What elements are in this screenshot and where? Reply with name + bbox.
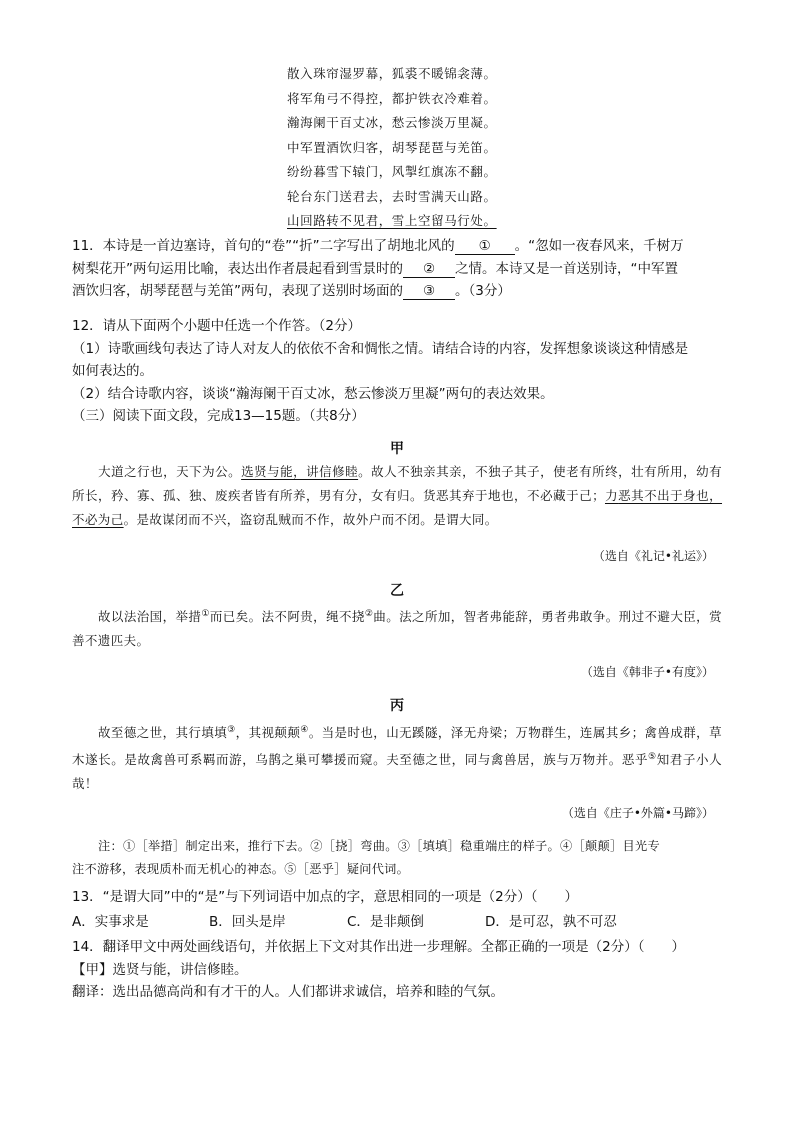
footnote-marker: ③	[227, 725, 236, 735]
passage-jia	[72, 460, 722, 532]
q11-text: 之情。本诗又是一首送别诗，“中军置	[455, 260, 678, 277]
footnote-marker: ②	[364, 609, 374, 619]
poem-line: 散入珠帘湿罗幕，狐裘不暖锦衾薄。	[287, 66, 497, 81]
jia-text: 。故人不独亲其亲，不独子其子，使老有所终，壮有所	[358, 464, 671, 479]
answer-blank-3[interactable]: ③	[403, 283, 455, 300]
q13-option-c[interactable]: C．是非颠倒	[347, 914, 424, 930]
bing-text: 。当是时也，山无蹊隧，泽无舟梁；万物群生，连属其乡；禽兽	[308, 725, 671, 741]
q11-line-1	[72, 235, 722, 258]
passage-bing-heading: 丙	[390, 698, 404, 714]
q12-title: 12．请从下面两个小题中任选一个作答。（2分）	[72, 318, 362, 334]
footnote-marker: ④	[300, 725, 309, 735]
yi-text: 大臣，赏善不遗匹夫。	[72, 609, 722, 649]
jia-source: （选自《礼记•礼运》）	[592, 549, 714, 563]
bing-text: 恶乎	[621, 752, 649, 768]
bing-text: 故至德之世，其行填填	[98, 725, 228, 741]
passage-yi-heading: 乙	[390, 583, 404, 599]
q12-option-1: （1）诗歌画线句表达了诗人对友人的依依不舍和惆怅之情。请结合诗的内容，发挥想象谈谈这种情感是	[72, 340, 689, 357]
annotations	[72, 835, 722, 881]
question-13	[72, 886, 722, 909]
question-12	[72, 315, 722, 428]
poem-line: 中军置酒饮归客，胡琴琵琶与羌笛。	[287, 139, 497, 155]
q13-options	[72, 910, 617, 930]
section-3-title: （三）阅读下面文段，完成13—15题。（共8分）	[72, 408, 365, 424]
q13-option-b[interactable]: B．回头是岸	[209, 914, 286, 930]
q13-option-d[interactable]: D．是可忍，孰不可忍	[485, 914, 617, 930]
q11-text: 酒饮归客，胡琴琵琶与羌笛”两句，表现了送别时场面的	[72, 283, 403, 299]
bing-source: （选自《庄子•外篇•马蹄》）	[561, 806, 714, 820]
q13-title: 13．“是谓大同”中的“是”与下列词语中加点的字，意思相同的一项是（2分）（ ）	[72, 889, 578, 905]
annotation-line-1: 注：①［举措］制定出来，推行下去。②［挠］弯曲。③［填填］稳重端庄的样子。④［颠颠］目光专	[98, 839, 660, 853]
passage-bing	[72, 718, 722, 796]
q11-line-3	[72, 280, 722, 303]
q11-text: 。（3分）	[455, 283, 511, 299]
passage-jia-heading: 甲	[390, 441, 404, 457]
q11-text: 11．本诗是一首边塞诗，首句的“卷”“折”二字写出了胡地北风的	[72, 238, 455, 254]
poem	[287, 62, 527, 234]
annotation-line-2: 注不游移，表现质朴而无机心的神态。⑤［恶乎］疑问代词。	[72, 862, 410, 876]
q13-option-a[interactable]: A．实事求是	[72, 914, 149, 930]
footnote-marker: ⑤	[648, 752, 657, 763]
jia-text: 大道之行也，天下为公。	[98, 464, 242, 479]
question-14	[72, 936, 722, 1004]
q14-jia-label: 【甲】选贤与能，讲信修睦。	[72, 961, 248, 978]
answer-blank-1[interactable]: ①	[455, 238, 515, 255]
q11-line-2	[72, 258, 722, 281]
poem-line: 纷纷暮雪下辕门，风掣红旗冻不翻。	[287, 164, 497, 179]
poem-line: 轮台东门送君去，去时雪满天山路。	[287, 188, 497, 204]
yi-text: 曲。法之所加，智者弗能辞，勇者弗敢争。刑过不避	[373, 609, 671, 625]
jia-underlined-2a: 力	[604, 488, 619, 503]
yi-source: （选自《韩非子•有度》）	[580, 665, 714, 679]
q11-text: 树梨花开”两句运用比喻，表达出作者晨起看到雪景时的	[72, 260, 403, 277]
question-11	[72, 235, 722, 303]
jia-underlined-2b: 恶其不出于身也，不必为己	[72, 488, 723, 527]
jia-underlined-1: 选贤与能，讲信修睦	[241, 464, 359, 479]
answer-blank-2[interactable]: ②	[403, 261, 455, 278]
jia-text: 用，幼有所长，矜、寡、孤、独、废疾者皆有所养，男有分，女有归。货恶其弃于地也，不必藏于己；	[72, 464, 722, 503]
yi-text: 故以法治国，举措	[98, 609, 202, 625]
q12-option-1-cont: 如何表达的。	[72, 363, 153, 379]
poem-line: 瀚海阑干百丈冰，愁云惨淡万里凝。	[287, 115, 497, 130]
q14-title: 14．翻译甲文中两处画线语句，并依据上下文对其作出进一步理解。全都正确的一项是（2分）（ ）	[72, 939, 686, 955]
yi-text: 而已矣。法不阿贵，绳不挠	[209, 609, 365, 625]
bing-text: 知君子小人哉！	[72, 752, 722, 792]
bing-text: ，其视颠颠	[235, 725, 301, 741]
passage-yi	[72, 602, 722, 653]
poem-line: 将军角弓不得控，都护铁衣冷难着。	[287, 90, 497, 106]
poem-line-underlined: 山回路转不见君，雪上空留马行处。	[287, 213, 497, 228]
q12-option-2: （2）结合诗歌内容，谈谈“瀚海阑干百丈冰，愁云惨淡万里凝”两句的表达效果。	[72, 385, 554, 402]
q11-text: 。“忽如一夜春风来，千树万	[514, 238, 684, 254]
footnote-marker: ①	[201, 609, 210, 619]
bing-text: 成群，草木遂长。是故禽兽可系羁而游，乌鹊之巢可攀援而窥。夫至德之世，同与禽兽居，族与万物并。	[72, 725, 722, 768]
q14-translation: 翻译：选出品德高尚和有才干的人。人们都讲求诚信，培养和睦的气氛。	[72, 984, 504, 1000]
jia-text: 。是故谋闭而不兴，盗窃乱贼而不作，故外户而不闭。是谓大同。	[123, 512, 498, 527]
